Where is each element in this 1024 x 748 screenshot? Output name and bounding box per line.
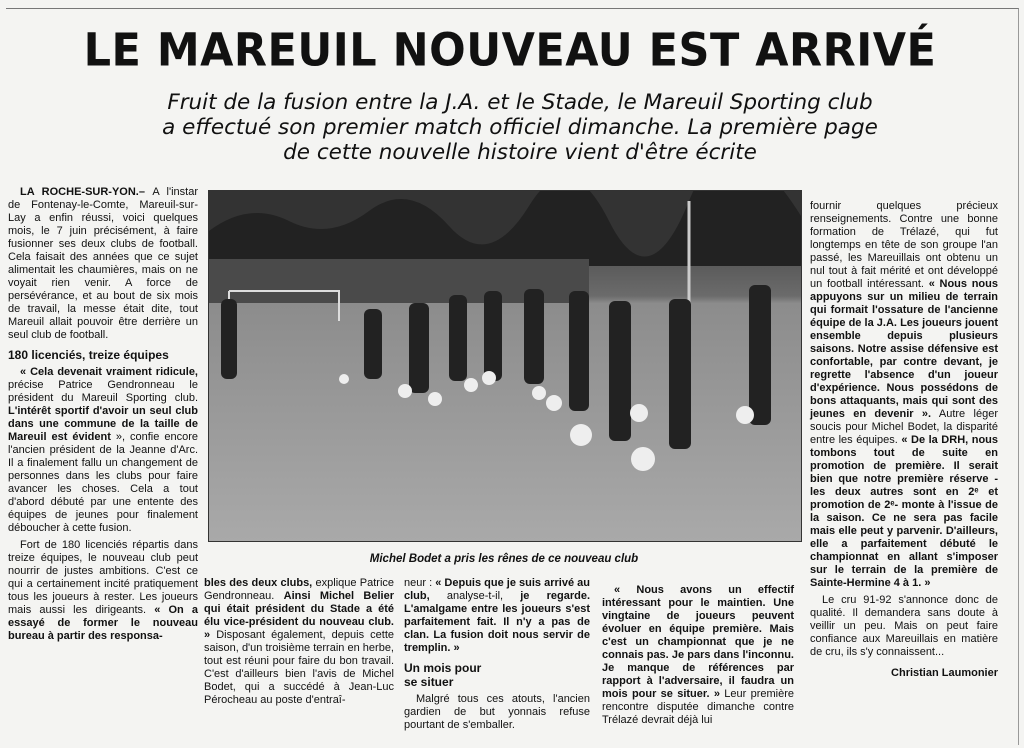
col5-p1-text-1: fournir quelques précieux renseignements. Contre une bonne formation de Trélazé, qui fut longtemps en tête de son groupe l'an passé, les Mareuillais ont obtenu un nul tout à fait mérité et ont développé un football intéressant. [810, 200, 998, 290]
column-3 [404, 577, 590, 732]
column-1 [8, 186, 198, 643]
subhead [60, 90, 980, 165]
col3-paragraph-2: Malgré tous ces atouts, l'ancien gardien de but yonnais refuse pourtant de s'emballer. [404, 693, 590, 731]
col5-p1-text-2: Autre léger soucis pour Michel Bodet, la disparité entre les équipes. [810, 408, 998, 446]
col1-p2-text-1: précise Patrice Gendronneau le président du Mareuil Sporting club. [8, 379, 198, 404]
author-signature: Christian Laumonier [891, 667, 998, 679]
col1-p3-text: Fort de 180 licenciés répartis dans treize équipes, le nouveau club peut nourrir de justes ambitions. C'est ce qui a certainement incité pratiquement tous les joueurs à rester. Les joueurs mais aussi les dirigeants. [8, 539, 198, 616]
col3-p1-quote-2: je regarde. L'amalgame entre les joueurs s'est parfaitement fait. Il n'y a pas de clan. La fusion doit nous servir de tremplin. » [404, 590, 590, 654]
col3-paragraph-1 [404, 577, 590, 655]
subhead-line-1: Fruit de la fusion entre la J.A. et le Stade, le Mareuil Sporting club [167, 90, 873, 115]
col5-p1-quote-2: « De la DRH, nous tombons tout de suite en promotion de première. Il serait bien que notre première réserve -les deux autres sont en 2ᵉ et promotion de 2ᵉ- monte à l'issue de la saison. Ce ne sera pas facile mais elle peut y parvenir. D'ailleurs, elle a parfaitement débuté le championnat en allant s'imposer sur le terrain de la première de Sainte-Hermine 4 à 1. » [810, 434, 999, 589]
subhead-line-3: de cette nouvelle histoire vient d'être écrite [283, 140, 757, 165]
photo-caption: Michel Bodet a pris les rênes de ce nouveau club [369, 553, 639, 565]
col4-paragraph-1 [602, 584, 794, 727]
col1-p2-quote-2: L'intérêt sportif d'avoir un seul club dans une commune de la taille de Mareuil est évident [8, 405, 198, 443]
col2-p1-text-2: Disposant également, depuis cette saison, d'un troisième terrain en herbe, tout est réuni pour faire du bon travail. C'est d'ailleurs bien l'avis de Michel Bodet, qui a succédé à Jean-Luc Pérocheau au poste d'entraî- [204, 629, 394, 706]
col2-p1-quote-1: bles des deux clubs, [204, 577, 313, 589]
col2-p1-quote-2: Ainsi Michel Belier qui était président du Stade a été élu vice-président du nouveau club. » [204, 590, 394, 641]
col1-p2-quote-1: « Cela devenait vraiment ridicule, [20, 366, 198, 378]
col1-p3-quote: « On a essayé de former le nouveau bureau à partir des responsa- [8, 604, 198, 642]
col1-paragraph-3 [8, 539, 198, 643]
col3-p1-quote-1: « Depuis que je suis arrivé au club, [404, 577, 590, 602]
col2-paragraph-1 [204, 577, 394, 707]
col4-p1-text: Leur première rencontre disputée dimanche contre Trélazé devrait déjà lui [602, 688, 794, 726]
col1-p2-text-2: », confie encore l'ancien président de la Jeanne d'Arc. Il a finalement fallu un changement de personnes dans les clubs pour faire avancer les choses. Cela a tout d'abord débuté par une entente des équipes de jeunes pour finalement déboucher à cette fusion. [8, 431, 198, 534]
col2-p1-text-1: explique Patrice Gendronneau. [204, 577, 395, 602]
col5-paragraph-2: Le cru 91-92 s'annonce donc de qualité. Il demandera sans doute à veillir un peu. Mais on peut faire confiance aux Mareuillais en matière de cru, ils s'y connaissent... [810, 594, 998, 658]
col3-intertitle: Un mois pour se situer [404, 661, 482, 689]
col3-p1-text-2: analyse-t-il, [429, 590, 521, 602]
col5-p1-quote-1: « Nous nous appuyons sur un milieu de terrain qui formait l'ossature de l'ancienne équipe de la J.A. Les joueurs jouent ensemble depuis plusieurs saisons. Notre assise défensive est confortable, par contre devant, je regrette l'absence d'un joueur d'expérience. Nous possédons de bons attaquants, mais qui sont des jeunes en devenir ». [810, 278, 998, 420]
headline: LE MAREUIL NOUVEAU EST ARRIVÉ [83, 24, 937, 78]
col1-paragraph-2 [8, 366, 198, 535]
col5-paragraph-1 [810, 200, 998, 590]
col1-paragraph-1 [8, 186, 198, 342]
col1-p1-text: A l'instar de Fontenay-le-Comte, Mareuil-sur-Lay a enfin réussi, voici quelques mois, le 7 juin précisément, à faire fusionner ses deux clubs de football. Cela faisait des années que ce sujet alimentait les chaumières, mais on ne voyait rien venir. A force de persévérance, et au bout de six mois de travail, la messe était dite, tout Mareuil allait pouvoir être derrière un seul club de football. [8, 186, 199, 341]
subhead-line-2: a effectué son premier match officiel dimanche. La première page [162, 115, 878, 140]
pitch [209, 303, 801, 541]
col1-intertitle: 180 licenciés, treize équipes [8, 348, 169, 362]
column-5 [810, 200, 998, 680]
team-photo [208, 190, 802, 542]
col4-p1-quote: « Nous avons un effectif intéressant pour le maintien. Une vingtaine de joueurs peuvent évoluer en équipe première. Mais c'est un championnat que je ne connais pas. Je pars dans l'inconnu. Je manque de références par rapport à l'adversaire, il faudra un mois pour se situer. » [602, 584, 794, 700]
col3-p1-text-1: neur : [404, 577, 436, 589]
column-2 [204, 577, 394, 707]
column-4 [602, 584, 794, 727]
dateline: LA ROCHE-SUR-YON.– [20, 186, 153, 198]
team-photo-illustration [209, 191, 801, 541]
